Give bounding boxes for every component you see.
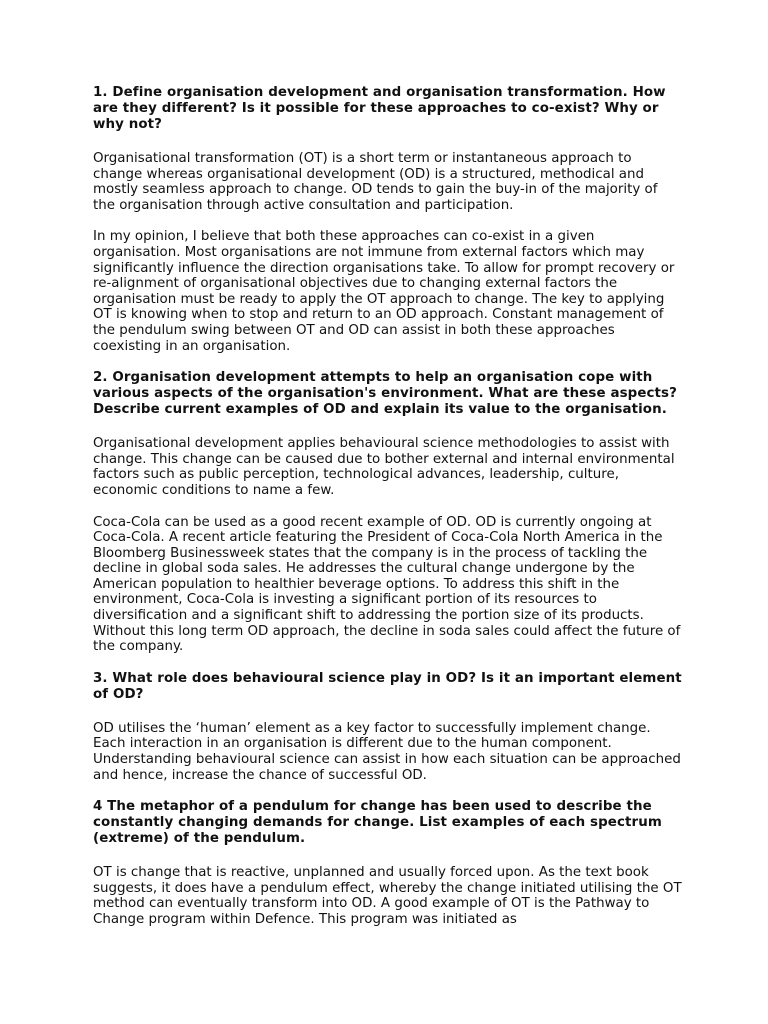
answer-2-paragraph-2: Coca-Cola can be used as a good recent example of OD. OD is currently ongoing at Coca-Cola. A recent article featuring the President of Coca-Cola North America in the Bloomberg Businessweek states that the company is in the process of tackling the decline in global soda sales. He addresses the cultural change undergone by the American population to healthier beverage options. To address this shift in the environment, Coca-Cola is investing a significant portion of its resources to diversification and a significant shift to addressing the portion size of its products. Without this long term OD approach, the decline in soda sales could affect the future of the company. — [93, 514, 681, 655]
question-3-heading: 3. What role does behavioural science play in OD? Is it an important element of OD? — [93, 670, 682, 702]
answer-4-paragraph-1: OT is change that is reactive, unplanned and usually forced upon. As the text book suggests, it does have a pendulum effect, whereby the change initiated utilising the OT method can eventually transform into OD. A good example of OT is the Pathway to Change program within Defence. This program was initiated as — [93, 865, 682, 927]
answer-2-paragraph-1: Organisational development applies behavioural science methodologies to assist with change. This change can be caused due to bother external and internal environmental factors such as public perception, technological advances, leadership, culture, economic conditions to name a few. — [93, 436, 675, 498]
answer-1-paragraph-2: In my opinion, I believe that both these approaches can co-exist in a given organisation. Most organisations are not immune from external factors which may significantly influence the direction organisations take. To allow for prompt recovery or re-alignment of organisational objectives due to changing external factors the organisation must be ready to apply the OT approach to change. The key to applying OT is knowing when to stop and return to an OD approach. Constant management of the pendulum swing between OT and OD can assist in both these approaches coexisting in an organisation. — [93, 229, 675, 354]
question-1-heading: 1. Define organisation development and organisation transformation. How are they different? Is it possible for these approaches to co-exist? Why or why not? — [93, 85, 666, 132]
document-page — [93, 85, 683, 944]
answer-1-paragraph-1: Organisational transformation (OT) is a short term or instantaneous approach to change whereas organisational development (OD) is a structured, methodical and mostly seamless approach to change. OD tends to gain the buy-in of the majority of the organisation through active consultation and participation. — [93, 151, 658, 213]
question-2-heading: 2. Organisation development attempts to help an organisation cope with various aspects of the organisation's environment. What are these aspects? Describe current examples of OD and explain its value to the organisation. — [93, 370, 677, 418]
question-4-heading: 4 The metaphor of a pendulum for change has been used to describe the constantly changing demands for change. List examples of each spectrum (extreme) of the pendulum. — [93, 799, 662, 847]
answer-3-paragraph-1: OD utilises the ‘human’ element as a key factor to successfully implement change. Each interaction in an organisation is different due to the human component. Understanding behavioural science can assist in how each situation can be approached and hence, increase the chance of successful OD. — [93, 720, 681, 783]
